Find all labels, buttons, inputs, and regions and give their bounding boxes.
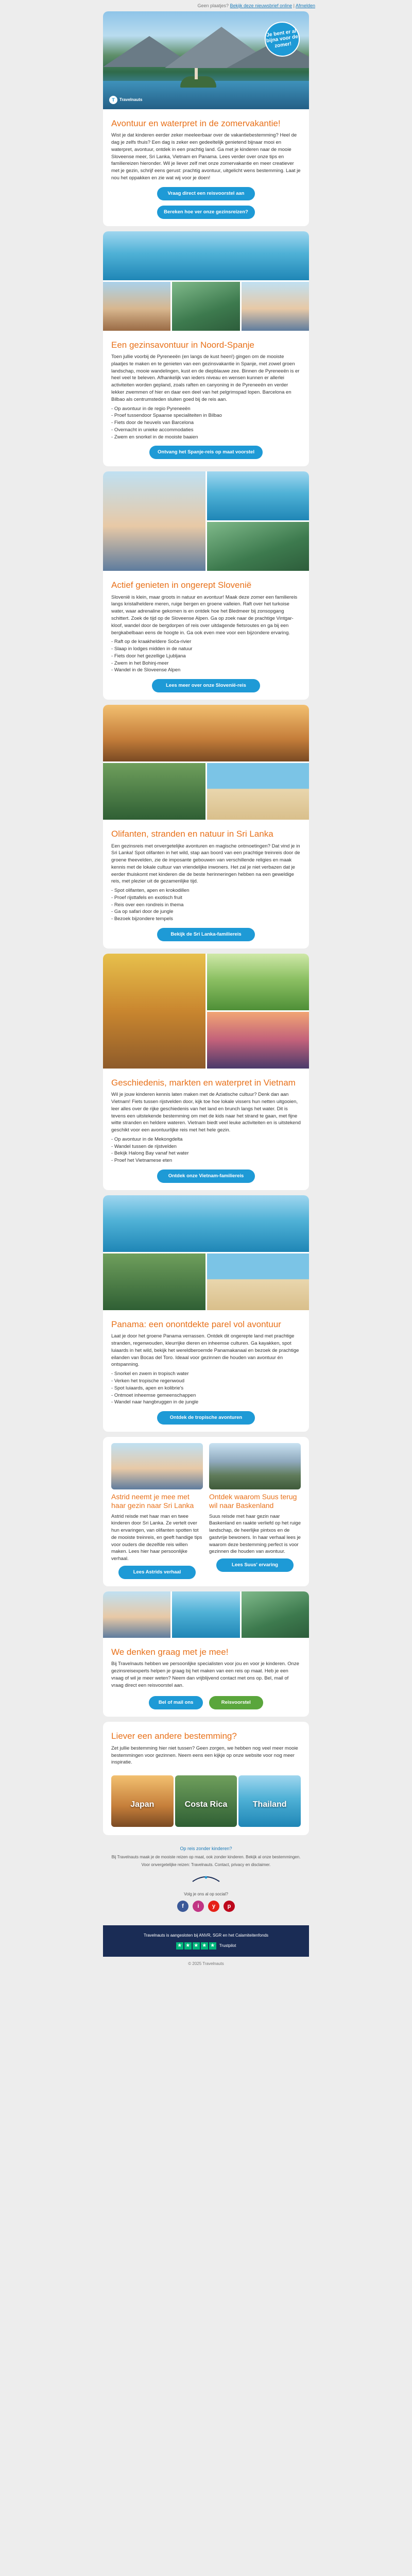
list-item: - Fiets door de heuvels van Barcelona [111,419,301,427]
srilanka-button[interactable]: Bekijk de Sri Lanka-familiereis [157,928,255,941]
unsubscribe-link[interactable]: Afmelden [295,3,315,8]
list-item: - Reis over een rondreis in thema [111,902,301,909]
panama-title: Panama: een onontdekte parel vol avontuur [111,1319,281,1329]
call-button[interactable]: Bel of mail ons [149,1696,203,1709]
list-item: - Raft op de kraakheldere Soča-rivier [111,638,301,646]
destination-label: Thailand [252,1800,287,1809]
contact-text: Bij Travelnauts hebben we persoonlijke specialisten voor jou en voor je kinderen. Onze gezinsreisexperts helpen je graag bij het maken van een reis op maat. Heb je een vraag of wil je meer weten? Neem dan vrijblijvend contact met ons op. Bel, mail of vraag direct een reisvoorstel aan. [111,1661,299,1688]
logo [109,96,142,104]
team-photo-image [103,1591,170,1638]
slovenia-family-image [103,471,205,571]
star-icon: ★ [193,1942,200,1950]
footer-tagline[interactable]: Op reis zonder kinderen? [180,1846,232,1852]
footer-line2: Voor onvergetelijke reizen: Travelnauts. Contact, privacy en disclaimer. [141,1862,271,1868]
team-photo-image [172,1591,239,1638]
destination-thailand[interactable] [238,1775,301,1827]
team-photo-image [242,1591,309,1638]
vietnam-lanterns-image [207,1012,310,1069]
srilanka-list [111,887,301,923]
logo-text: Travelnauts [119,97,143,103]
hero-badge: Je bent er al bijna voor de zomer! [263,20,302,59]
list-item: - Proef tussendoor Spaanse specialiteiten in Bilbao [111,412,301,419]
list-item: - Ga op safari door de jungle [111,908,301,916]
destination-label: Costa Rica [184,1800,228,1809]
list-item: - Wandel tussen de rijstvelden [111,1143,301,1150]
destination-japan[interactable] [111,1775,174,1827]
vietnam-images [103,954,309,1069]
other-title: Liever een andere bestemming? [111,1731,237,1741]
list-item: - Snorkel en zwem in tropisch water [111,1370,301,1378]
family-trips-button[interactable]: Bereken hoe ver onze gezinsreizen? [157,206,255,219]
quote-button[interactable]: Reisvoorstel [209,1696,263,1709]
story-suus-image [209,1443,301,1489]
story-text: Suus reisde met haar gezin naar Baskenland en raakte verliefd op het ruige landschap, de heerlijke pintxos en de gastvrije bewoners. In haar verhaal lees je waarom deze bestemming perfect is voor gezinnen die houden van avontuur. [209,1513,301,1555]
story-astrid [111,1443,203,1579]
social-title: Volg je ons al op social? [184,1892,228,1897]
other-text: Zet jullie bestemming hier niet tussen? Geen zorgen, we hebben nog veel meer mooie bestemmingen voor gezinnen. Neem eens een kijkje op onze website voor nog meer inspiratie. [111,1745,298,1766]
view-online-link[interactable]: Bekijk deze nieuwsbrief online [230,3,293,8]
story-astrid-image [111,1443,203,1489]
hero-title: Avontuur en waterpret in de zomervakantie! [111,118,281,128]
slovenia-title: Actief genieten in ongerept Slovenië [111,580,252,590]
logo-icon: T [109,96,117,104]
slovenia-card [103,471,309,700]
contact-card [103,1591,309,1717]
hero-image [103,11,309,109]
srilanka-temple-image [103,705,309,761]
star-icon: ★ [184,1942,192,1950]
story-suus-button[interactable]: Lees Suus' ervaring [216,1558,294,1572]
instagram-icon[interactable]: i [193,1901,204,1912]
spain-nature-image [172,282,239,331]
spain-family-image [242,282,309,331]
panama-beach-image [207,1253,310,1310]
panama-jungle-image [103,1253,205,1310]
slovenia-list [111,638,301,674]
srilanka-card [103,705,309,948]
spain-coast-image [103,231,309,280]
story-text: Astrid reisde met haar man en twee kinderen door Sri Lanka. Ze vertelt over hun ervaringen, van olifanten spotten tot de mooiste treinreis, en geeft handige tips voor ouders die dezelfde reis willen maken. Lees hier haar persoonlijke verhaal. [111,1513,202,1562]
srilanka-beach-image [207,763,310,820]
spain-city-image [103,282,170,331]
vietnam-rice-image [207,954,310,1010]
trustpilot-label: Trustpilot [219,1943,236,1948]
stories-card [103,1437,309,1586]
srilanka-elephant-image [103,763,205,820]
spain-card [103,231,309,467]
vietnam-button[interactable]: Ontdek onze Vietnam-familiereis [157,1170,255,1183]
footer-bar [103,1925,309,1957]
contact-title: We denken graag met je mee! [111,1647,229,1657]
pinterest-icon[interactable]: p [224,1901,235,1912]
destination-costa-rica[interactable] [175,1775,237,1827]
slovenia-text: Slovenië is klein, maar groots in natuur en avontuur! Maak deze zomer een familiereis langs kristalheldere meren, ruige bergen en groene valleien. Raft over het turkoise water, waar adrenaline gekomen is en ontdek hoe het Bledmeer bij zonsopgang schittert. Zoek de tijd op de Sloveense Alpen. Ga op zoek naar de prachtige Vintgar-kloof, wandel door de bergdorpen of reis over uitdagende fietsroutes en ga bij een bergkabelbaan eens de hoogte in. Ga ook even mee voor een bijzondere ervaring. [111,594,298,636]
slovenia-button[interactable]: Lees meer over onze Slovenië-reis [152,679,260,692]
srilanka-title: Olifanten, stranden en natuur in Sri Lanka [111,829,273,839]
footer-logo-icon [191,1874,221,1884]
story-title: Ontdek waarom Suus terug wil naar Baskenland [209,1493,297,1510]
topbar-intro: Geen plaatjes? [197,3,229,8]
list-item: - Proef rijsttafels en exotisch fruit [111,894,301,902]
panama-list [111,1370,301,1406]
youtube-icon[interactable]: y [208,1901,219,1912]
request-quote-button[interactable]: Vraag direct een reisvoorstel aan [157,187,255,200]
vietnam-title: Geschiedenis, markten en waterpret in Vietnam [111,1077,296,1088]
vietnam-card [103,954,309,1190]
panama-images [103,1195,309,1310]
copyright: © 2025 Travelnauts [188,1961,224,1967]
list-item: - Zwem in het Bohinj-meer [111,660,301,667]
spain-title: Een gezinsavontuur in Noord-Spanje [111,340,254,350]
list-item: - Verken het tropische regenwoud [111,1378,301,1385]
star-icon: ★ [176,1942,183,1950]
spain-button[interactable]: Ontvang het Spanje-reis op maat voorstel [149,446,263,459]
list-item: - Op avontuur in de Mekongdelta [111,1136,301,1143]
facebook-icon[interactable]: f [177,1901,188,1912]
contact-images [103,1591,309,1638]
vietnam-list [111,1136,301,1164]
story-title: Astrid neemt je mee met haar gezin naar Sri Lanka [111,1493,194,1510]
destination-tiles [103,1775,309,1835]
srilanka-text: Een gezinsreis met onvergetelijke avonturen en magische ontmoetingen? Dat vind je in Sri Lanka! Spot olifanten in het wild, stap aan boord van een prachtige treinreis door de groene theevelden, zie de imposante gebouwen van verschillende religies en maak kennis met de lokale cultuur van vriendelijke inwoners. Het zal je niet verbazen dat je eerder thuiskomt met kinderen die de beste herinneringen hebben na een geweldige reis, met plezier uit de gezamenlijke tijd. [111,843,300,885]
list-item: - Spot olifanten, apen en krokodillen [111,887,301,894]
footer [103,1835,309,1919]
panama-button[interactable]: Ontdek de tropische avonturen [157,1411,255,1425]
spain-images [103,231,309,331]
panama-island-image [103,1195,309,1252]
newsletter [103,11,309,1982]
hero-card [103,11,309,226]
spain-list [111,405,301,441]
footer-address: Travelnauts is aangesloten bij ANVR, SGR en het Calamiteitenfonds [143,1933,269,1938]
srilanka-images [103,705,309,820]
other-destinations-card [103,1722,309,1835]
story-suus [209,1443,301,1579]
vietnam-market-image [103,954,205,1069]
story-astrid-button[interactable]: Lees Astrids verhaal [118,1566,196,1579]
list-item: - Bekijk Halong Bay vanaf het water [111,1150,301,1157]
vietnam-text: Wil je jouw kinderen kennis laten maken met de Aziatische cultuur? Denk dan aan Vietnam! Fiets tussen rijstvelden door, kijk toe hoe lokale vissers hun netten uitgooien, leer alles over de rijke geschiedenis van het land en brunch langs het water. Dit is tevens een uitstekende bestemming om met de kids naar het strand te gaan, met fijne witte stranden en heldere wateren. Vietnam biedt veel leuke activiteiten en is uitstekend geschikt voor een avontuurlijke reis met het hele gezin. [111,1092,301,1133]
topbar: Geen plaatjes? Bekijk deze nieuwsbrief online | Afmelden [197,3,315,8]
list-item: - Ontmoet inheemse gemeenschappen [111,1392,301,1399]
hero-text: Wist je dat kinderen eerder zeker meeleerbaar over de vakantiebestemming? Heel de dag je zelfs thuis? Een dag is zeker een gedeeltelijk genietend bijnaar mooi en waterpret, avontuur, ontdek in een prachtig land. Ga met je kinderen naar de mooie Sloveense meer, Sri Lanka, Vietnam en Panama. Lees verder over onze tips en familiereizen hieronder. Wil je liever zelf met onze zomervakantie en meer creatiever met je gezin, schrijf eens gerust: prachtig avontuur, uitgelicht wens bestemming. Laat je nou het oppakken en zie wat wij voor je doen! [111,132,301,181]
list-item: - Slaap in lodges midden in de natuur [111,646,301,653]
social-icons [103,1901,309,1912]
slovenia-images [103,471,309,571]
destination-label: Japan [130,1800,154,1809]
panama-text: Laat je door het groene Panama verrassen. Ontdek dit ongerepte land met prachtige stranden, regenwouden, kleurrijke dieren en inheemse culturen. Ga kayakken, spot luiaards in het wild, bekijk het wereldberoemde Panamakanaal en bezoek de prachtige eilanden van Bocas del Toro. Ideaal voor gezinnen die houden van avontuur én ontspanning. [111,1333,299,1368]
panama-card [103,1195,309,1432]
list-item: - Op avontuur in de regio Pyreneeën [111,405,301,413]
list-item: - Overnacht in unieke accommodaties [111,427,301,434]
list-item: - Wandel in de Sloveense Alpen [111,667,301,674]
star-icon: ★ [201,1942,208,1950]
list-item: - Spot luiaards, apen en kolibrie's [111,1385,301,1392]
slovenia-river-image [207,471,310,520]
list-item: - Wandel naar hangbruggen in de jungle [111,1399,301,1406]
list-item: - Proef het Vietnamese eten [111,1157,301,1164]
list-item: - Fiets door het gezellige Ljubljana [111,653,301,660]
footer-line1: Bij Travelnauts maak je de mooiste reizen op maat, ook zonder kinderen. Bekijk al onze bestemmingen. [111,1855,301,1860]
list-item: - Bezoek bijzondere tempels [111,916,301,923]
list-item: - Zwem en snorkel in de mooiste baaien [111,434,301,441]
slovenia-rafting-image [207,522,310,571]
star-icon: ★ [209,1942,216,1950]
spain-text: Toen jullie voorbij de Pyreneeën (en langs de kust heen!) gingen om de mooiste plaatjes te maken en te genieten van een gezinsvakantie in Spanje, met zowel groen landschap, mooie wandelingen, kust en de diepblauwe zee. Binnen de Pyreneeën is er heel veel te beleven. Afhankelijk van ieders niveau en wensen kunnen er allerlei activiteiten worden gepland, zoals raften en canyoning in de Pyreneeën en verder lekker zwemmen of hier en daar een deel van het pelgrimspad lopen. Barcelona en Bilbao als centrumsteden sluiten goed bij de reis aan. [111,354,300,402]
trustpilot-rating[interactable] [176,1942,236,1950]
